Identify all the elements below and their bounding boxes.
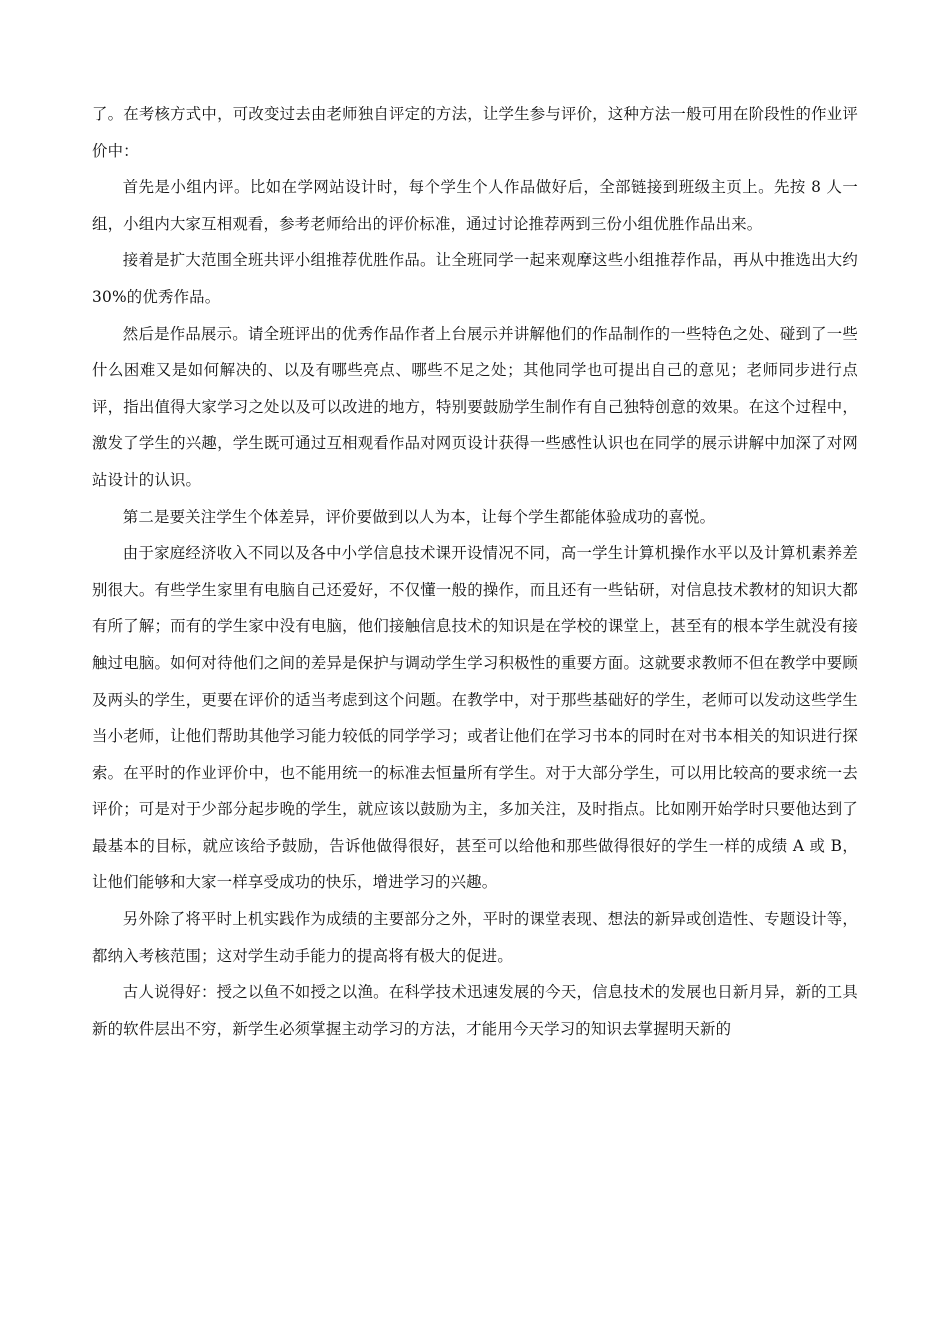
paragraph-7: 另外除了将平时上机实践作为成绩的主要部分之外，平时的课堂表现、想法的新异或创造性、专题设计等，都纳入考核范围；这对学生动手能力的提高将有极大的促进。: [92, 910, 858, 965]
paragraph-2: 首先是小组内评。比如在学网站设计时，每个学生个人作品做好后，全部链接到班级主页上。先按 8 人一组，小组内大家互相观看，参考老师给出的评价标准，通过讨论推荐两到三份小组优胜作品出来。: [92, 178, 858, 233]
paragraph-6: 由于家庭经济收入不同以及各中小学信息技术课开设情况不同，高一学生计算机操作水平以及计算机素养差别很大。有些学生家里有电脑自己还爱好，不仅懂一般的操作，而且还有一些钻研，对信息技术教材的知识大都有所了解；而有的学生家中没有电脑，他们接触信息技术的知识是在学校的课堂上，甚至有的根本学生就没有接触过电脑。如何对待他们之间的差异是保护与调动学生学习积极性的重要方面。这就要求教师不但在教学中要顾及两头的学生，更要在评价的适当考虑到这个问题。在教学中，对于那些基础好的学生，老师可以发动这些学生当小老师，让他们帮助其他学习能力较低的同学学习；或者让他们在学习书本的同时在对书本相关的知识进行探索。在平时的作业评价中，也不能用统一的标准去恒量所有学生。对于大部分学生，可以用比较高的要求统一去评价；可是对于少部分起步晚的学生，就应该以鼓励为主，多加关注，及时指点。比如刚开始学时只要他达到了最基本的目标，就应该给予鼓励，告诉他做得很好，甚至可以给他和那些做得很好的学生一样的成绩 A 或 B，让他们能够和大家一样享受成功的快乐，增进学习的兴趣。: [92, 544, 858, 892]
paragraph-5: 第二是要关注学生个体差异，评价要做到以人为本，让每个学生都能体验成功的喜悦。: [122, 507, 716, 526]
document-page: [92, 96, 858, 1047]
paragraph-8: 古人说得好：授之以鱼不如授之以渔。在科学技术迅速发展的今天，信息技术的发展也日新月异，新的工具新的软件层出不穷，新学生必须掌握主动学习的方法，才能用今天学习的知识去掌握明天新的: [92, 983, 858, 1038]
paragraph-1: 了。在考核方式中，可改变过去由老师独自评定的方法，让学生参与评价，这种方法一般可用在阶段性的作业评价中：: [92, 105, 858, 160]
paragraph-3: 接着是扩大范围全班共评小组推荐优胜作品。让全班同学一起来观摩这些小组推荐作品，再从中推选出大约30%的优秀作品。: [92, 251, 858, 306]
paragraph-4: 然后是作品展示。请全班评出的优秀作品作者上台展示并讲解他们的作品制作的一些特色之处、碰到了一些什么困难又是如何解决的、以及有哪些亮点、哪些不足之处；其他同学也可提出自己的意见；老师同步进行点评，指出值得大家学习之处以及可以改进的地方，特别要鼓励学生制作有自己独特创意的效果。在这个过程中，激发了学生的兴趣，学生既可通过互相观看作品对网页设计获得一些感性认识也在同学的展示讲解中加深了对网站设计的认识。: [92, 324, 858, 489]
